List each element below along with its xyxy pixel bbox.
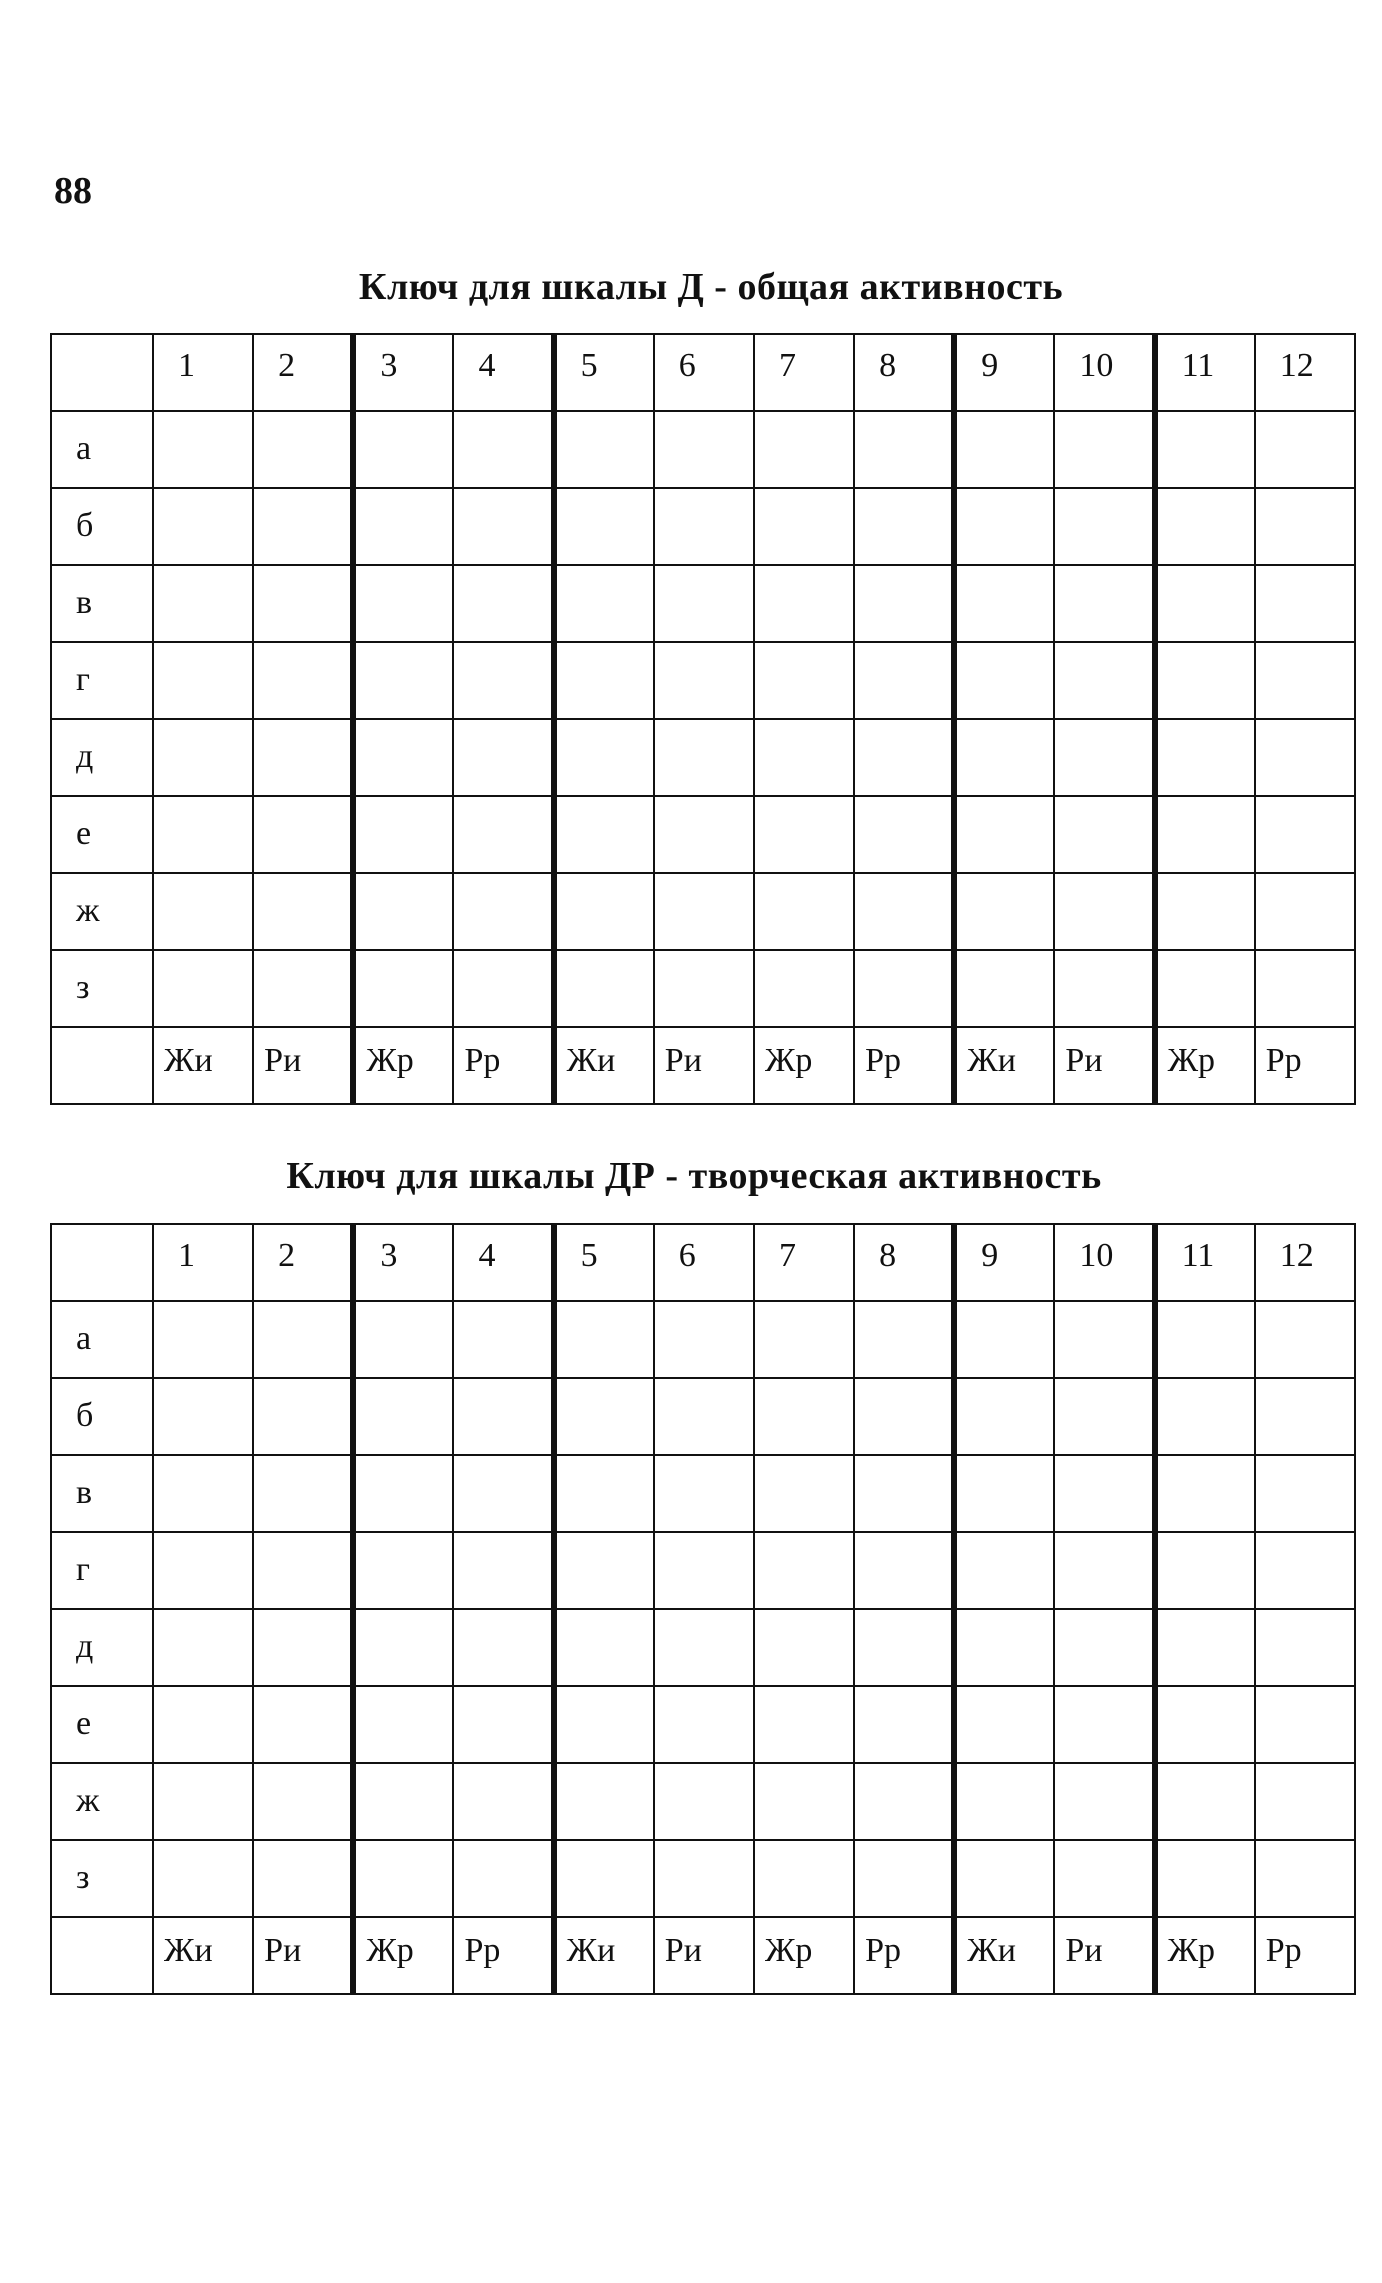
grid-cell [353,1301,453,1378]
table-row [51,1763,1355,1840]
grid-cell [854,1532,954,1609]
grid-cell [854,411,954,488]
table-row [51,488,1355,565]
grid-cell [353,1455,453,1532]
footer-cell: Ри [253,1917,353,1994]
grid-cell [954,796,1054,873]
column-header: 12 [1255,334,1355,411]
row-label: е [51,1686,153,1763]
grid-cell [854,873,954,950]
grid-cell [1155,1378,1255,1455]
grid-cell [1255,796,1355,873]
column-header: 5 [554,334,654,411]
grid-cell [1255,873,1355,950]
grid-cell [453,1455,553,1532]
footer-cell: Жр [353,1917,453,1994]
grid-cell [954,1378,1054,1455]
grid-cell [1054,873,1154,950]
row-label: в [51,1455,153,1532]
grid-cell [1155,873,1255,950]
grid-cell [153,796,253,873]
table-row [51,1609,1355,1686]
grid-cell [153,565,253,642]
footer-cell: Жр [754,1917,854,1994]
grid-cell [554,1532,654,1609]
key-table-dr [50,1223,1356,1995]
grid-cell [353,1840,453,1917]
grid-cell [954,873,1054,950]
footer-row [51,1917,1355,1994]
row-label: в [51,565,153,642]
grid-cell [1155,950,1255,1027]
grid-cell [854,1840,954,1917]
footer-cell: Жи [554,1027,654,1104]
grid-cell [1155,642,1255,719]
grid-cell [1054,1763,1154,1840]
grid-cell [854,642,954,719]
column-header: 1 [153,334,253,411]
grid-cell [253,1763,353,1840]
grid-cell [1155,1609,1255,1686]
grid-cell [554,642,654,719]
grid-cell [954,950,1054,1027]
grid-cell [1255,950,1355,1027]
grid-cell [954,411,1054,488]
grid-cell [453,719,553,796]
grid-cell [1054,1378,1154,1455]
grid-cell [954,1301,1054,1378]
grid-cell [1255,488,1355,565]
column-header: 4 [453,1224,553,1301]
column-header: 6 [654,1224,754,1301]
grid-cell [153,1609,253,1686]
grid-cell [754,1609,854,1686]
grid-cell [554,1455,654,1532]
grid-cell [754,565,854,642]
grid-cell [954,719,1054,796]
grid-cell [153,488,253,565]
grid-cell [554,1301,654,1378]
table-row [51,1301,1355,1378]
grid-cell [253,642,353,719]
grid-cell [1155,1763,1255,1840]
grid-cell [1255,642,1355,719]
grid-cell [1255,1840,1355,1917]
footer-cell: Жи [153,1027,253,1104]
grid-cell [353,1763,453,1840]
row-label: ж [51,1763,153,1840]
grid-cell [453,1763,553,1840]
key-title-d: Ключ для шкалы Д - общая активность [358,266,1064,308]
column-header: 1 [153,1224,253,1301]
row-label: з [51,1840,153,1917]
grid-cell [1155,488,1255,565]
grid-cell [854,1455,954,1532]
grid-cell [1255,719,1355,796]
grid-cell [854,1686,954,1763]
row-label: а [51,1301,153,1378]
grid-cell [1255,411,1355,488]
table-row [51,1686,1355,1763]
grid-cell [453,1301,553,1378]
grid-cell [253,873,353,950]
footer-cell: Жи [554,1917,654,1994]
grid-cell [453,565,553,642]
grid-cell [253,1609,353,1686]
table-row [51,1840,1355,1917]
column-header: 12 [1255,1224,1355,1301]
grid-cell [1054,719,1154,796]
grid-cell [1255,1532,1355,1609]
grid-cell [1054,1840,1154,1917]
page-number: 88 [54,170,92,212]
grid-cell [353,1686,453,1763]
grid-cell [1054,565,1154,642]
grid-cell [754,1840,854,1917]
key-table-d [50,333,1356,1105]
grid-cell [754,488,854,565]
grid-cell [453,1532,553,1609]
grid-cell [554,565,654,642]
grid-cell [1054,1609,1154,1686]
grid-cell [954,1609,1054,1686]
grid-cell [654,488,754,565]
grid-cell [1155,1532,1255,1609]
footer-cell: Жр [1155,1917,1255,1994]
footer-cell: Рр [1255,1917,1355,1994]
footer-cell: Рр [453,1027,553,1104]
column-header: 7 [754,334,854,411]
footer-cell: Ри [253,1027,353,1104]
footer-cell: Ри [654,1917,754,1994]
grid-cell [253,1686,353,1763]
footer-cell: Рр [854,1917,954,1994]
grid-cell [554,873,654,950]
grid-cell [1155,1455,1255,1532]
grid-cell [153,1763,253,1840]
grid-cell [353,1378,453,1455]
footer-cell: Ри [654,1027,754,1104]
grid-cell [654,719,754,796]
grid-cell [153,950,253,1027]
column-header: 3 [353,1224,453,1301]
grid-cell [453,488,553,565]
grid-cell [153,719,253,796]
grid-cell [1155,719,1255,796]
row-label: д [51,719,153,796]
grid-cell [554,950,654,1027]
grid-cell [654,642,754,719]
grid-cell [453,950,553,1027]
grid-cell [453,1378,553,1455]
grid-cell [654,1532,754,1609]
grid-cell [453,873,553,950]
grid-cell [1255,1609,1355,1686]
column-header: 2 [253,334,353,411]
grid-cell [1255,1378,1355,1455]
grid-cell [954,642,1054,719]
footer-cell: Жр [754,1027,854,1104]
grid-cell [554,719,654,796]
grid-cell [1054,1455,1154,1532]
row-label: б [51,1378,153,1455]
footer-cell: Рр [854,1027,954,1104]
row-label: г [51,642,153,719]
grid-cell [754,873,854,950]
grid-cell [1255,1455,1355,1532]
grid-cell [1054,796,1154,873]
grid-cell [1255,1301,1355,1378]
grid-cell [1155,796,1255,873]
grid-cell [1054,1686,1154,1763]
grid-cell [153,1301,253,1378]
grid-cell [654,1763,754,1840]
grid-cell [654,796,754,873]
table-row [51,950,1355,1027]
column-header: 9 [954,1224,1054,1301]
grid-cell [253,411,353,488]
grid-cell [1155,1301,1255,1378]
grid-cell [654,1301,754,1378]
footer-cell: Жи [954,1917,1054,1994]
grid-cell [654,1378,754,1455]
table-row [51,796,1355,873]
grid-cell [854,719,954,796]
grid-cell [554,796,654,873]
column-header: 11 [1155,1224,1255,1301]
grid-cell [854,565,954,642]
grid-cell [153,642,253,719]
footer-cell: Ри [1054,1027,1154,1104]
grid-cell [1054,411,1154,488]
row-label: е [51,796,153,873]
grid-cell [854,1378,954,1455]
column-header: 5 [554,1224,654,1301]
grid-cell [554,1378,654,1455]
grid-cell [253,1455,353,1532]
grid-cell [153,1378,253,1455]
grid-cell [654,1455,754,1532]
grid-cell [153,1532,253,1609]
grid-cell [1155,1686,1255,1763]
row-label: д [51,1609,153,1686]
footer-cell: Рр [1255,1027,1355,1104]
grid-cell [854,1763,954,1840]
grid-cell [754,796,854,873]
grid-cell [153,411,253,488]
grid-cell [754,642,854,719]
table-row [51,1532,1355,1609]
grid-cell [253,1301,353,1378]
grid-cell [554,1763,654,1840]
column-header: 8 [854,334,954,411]
row-label: ж [51,873,153,950]
grid-cell [253,719,353,796]
grid-cell [654,873,754,950]
grid-cell [353,488,453,565]
footer-cell: Жр [1155,1027,1255,1104]
grid-cell [754,1301,854,1378]
grid-cell [554,1686,654,1763]
grid-cell [654,1686,754,1763]
grid-cell [854,1609,954,1686]
footer-row [51,1027,1355,1104]
grid-cell [954,488,1054,565]
grid-cell [754,719,854,796]
grid-cell [1054,950,1154,1027]
grid-cell [253,565,353,642]
corner-cell [51,334,153,411]
table-row [51,1455,1355,1532]
column-header: 4 [453,334,553,411]
footer-cell: Жи [153,1917,253,1994]
grid-cell [954,1763,1054,1840]
grid-cell [1054,1301,1154,1378]
grid-cell [654,565,754,642]
grid-cell [854,1301,954,1378]
table-row [51,873,1355,950]
grid-cell [453,1686,553,1763]
column-header: 6 [654,334,754,411]
grid-cell [1255,1686,1355,1763]
column-header: 9 [954,334,1054,411]
grid-cell [754,411,854,488]
grid-cell [854,796,954,873]
grid-cell [554,488,654,565]
grid-cell [153,1840,253,1917]
grid-cell [554,411,654,488]
grid-cell [453,642,553,719]
grid-cell [353,642,453,719]
grid-cell [153,873,253,950]
grid-cell [754,950,854,1027]
grid-cell [253,1840,353,1917]
footer-cell: Жр [353,1027,453,1104]
grid-cell [453,411,553,488]
grid-cell [654,1840,754,1917]
header-row [51,334,1355,411]
table-row [51,719,1355,796]
row-label: б [51,488,153,565]
grid-cell [253,950,353,1027]
grid-cell [954,1532,1054,1609]
grid-cell [654,950,754,1027]
grid-cell [1255,565,1355,642]
grid-cell [353,719,453,796]
column-header: 8 [854,1224,954,1301]
grid-cell [353,1609,453,1686]
footer-cell: Жи [954,1027,1054,1104]
grid-cell [554,1840,654,1917]
column-header: 11 [1155,334,1255,411]
grid-cell [153,1686,253,1763]
grid-cell [253,488,353,565]
grid-cell [954,1686,1054,1763]
grid-cell [253,1378,353,1455]
grid-cell [1155,1840,1255,1917]
footer-cell: Рр [453,1917,553,1994]
grid-cell [754,1763,854,1840]
grid-cell [854,950,954,1027]
grid-cell [1054,642,1154,719]
grid-cell [453,796,553,873]
grid-cell [754,1378,854,1455]
grid-cell [954,565,1054,642]
grid-cell [253,1532,353,1609]
grid-cell [353,411,453,488]
corner-cell [51,1224,153,1301]
key-title-dr: Ключ для шкалы ДР - творческая активность [286,1155,1102,1197]
grid-cell [654,411,754,488]
column-header: 3 [353,334,453,411]
grid-cell [954,1840,1054,1917]
column-header: 7 [754,1224,854,1301]
grid-cell [353,950,453,1027]
corner-cell [51,1917,153,1994]
grid-cell [1155,565,1255,642]
grid-cell [1054,1532,1154,1609]
footer-cell: Ри [1054,1917,1154,1994]
grid-cell [353,796,453,873]
column-header: 10 [1054,1224,1154,1301]
grid-cell [654,1609,754,1686]
grid-cell [353,1532,453,1609]
grid-cell [353,565,453,642]
row-label: а [51,411,153,488]
grid-cell [954,1455,1054,1532]
grid-cell [754,1455,854,1532]
row-label: г [51,1532,153,1609]
grid-cell [453,1840,553,1917]
grid-cell [554,1609,654,1686]
grid-cell [153,1455,253,1532]
grid-cell [854,488,954,565]
column-header: 10 [1054,334,1154,411]
table-row [51,565,1355,642]
grid-cell [754,1532,854,1609]
grid-cell [1155,411,1255,488]
corner-cell [51,1027,153,1104]
table-row [51,642,1355,719]
grid-cell [453,1609,553,1686]
grid-cell [1255,1763,1355,1840]
grid-cell [754,1686,854,1763]
grid-cell [253,796,353,873]
table-row [51,1378,1355,1455]
table-row [51,411,1355,488]
column-header: 2 [253,1224,353,1301]
header-row [51,1224,1355,1301]
grid-cell [1054,488,1154,565]
grid-cell [353,873,453,950]
row-label: з [51,950,153,1027]
